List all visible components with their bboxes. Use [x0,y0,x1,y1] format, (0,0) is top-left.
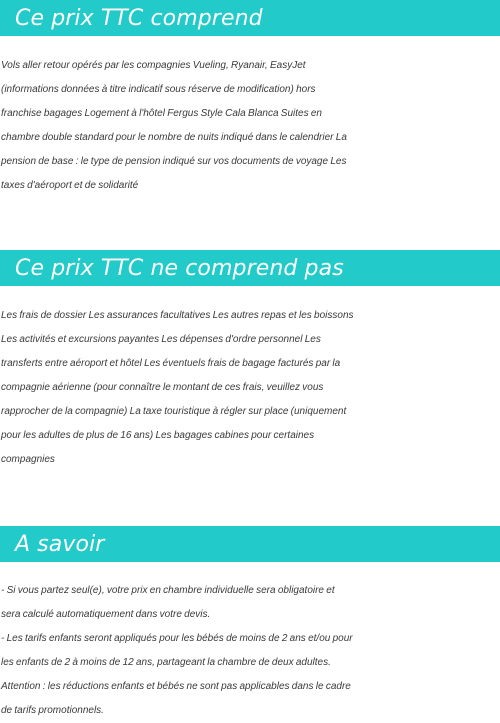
body-line: - Si vous partez seul(e), votre prix en chambre individuelle sera obligatoire et [1,585,335,596]
included-section-title: Ce prix TTC comprend [0,0,500,36]
good-to-know-section-title: A savoir [0,526,500,562]
body-line: - Les tarifs enfants seront appliqués pour les bébés de moins de 2 ans et/ou pour [1,633,353,644]
not-included-section-body [0,304,500,472]
body-line: taxes d'aéroport et de solidarité [1,180,139,191]
body-line: franchise bagages Logement à l'hôtel Fergus Style Cala Blanca Suites en [1,108,322,119]
body-line: pension de base : le type de pension indiqué sur vos documents de voyage Les [1,156,347,167]
body-line: les enfants de 2 à moins de 12 ans, partageant la chambre de deux adultes. [1,657,331,668]
not-included-section-title: Ce prix TTC ne comprend pas [0,250,500,286]
body-line: compagnies [1,454,55,465]
body-line: sera calculé automatiquement dans votre devis. [1,609,211,620]
body-line: rapprocher de la compagnie) La taxe touristique à régler sur place (uniquement [1,406,347,417]
body-line: Les activités et excursions payantes Les dépenses d'ordre personnel Les [1,334,321,345]
body-line: Les frais de dossier Les assurances facultatives Les autres repas et les boissons [1,310,354,321]
body-line: Vols aller retour opérés par les compagnies Vueling, Ryanair, EasyJet [1,60,306,71]
body-line: Attention : les réductions enfants et bébés ne sont pas applicables dans le cadre [1,681,351,692]
included-section-body [0,54,500,198]
body-line: chambre double standard pour le nombre de nuits indiqué dans le calendrier La [1,132,347,143]
body-line: compagnie aérienne (pour connaître le montant de ces frais, veuillez vous [1,382,324,393]
body-line: de tarifs promotionnels. [1,705,104,716]
good-to-know-section-body [0,579,500,723]
body-line: transferts entre aéroport et hôtel Les éventuels frais de bagage facturés par la [1,358,341,369]
body-line: (informations données à titre indicatif sous réserve de modification) hors [1,84,316,95]
body-line: pour les adultes de plus de 16 ans) Les bagages cabines pour certaines [1,430,315,441]
